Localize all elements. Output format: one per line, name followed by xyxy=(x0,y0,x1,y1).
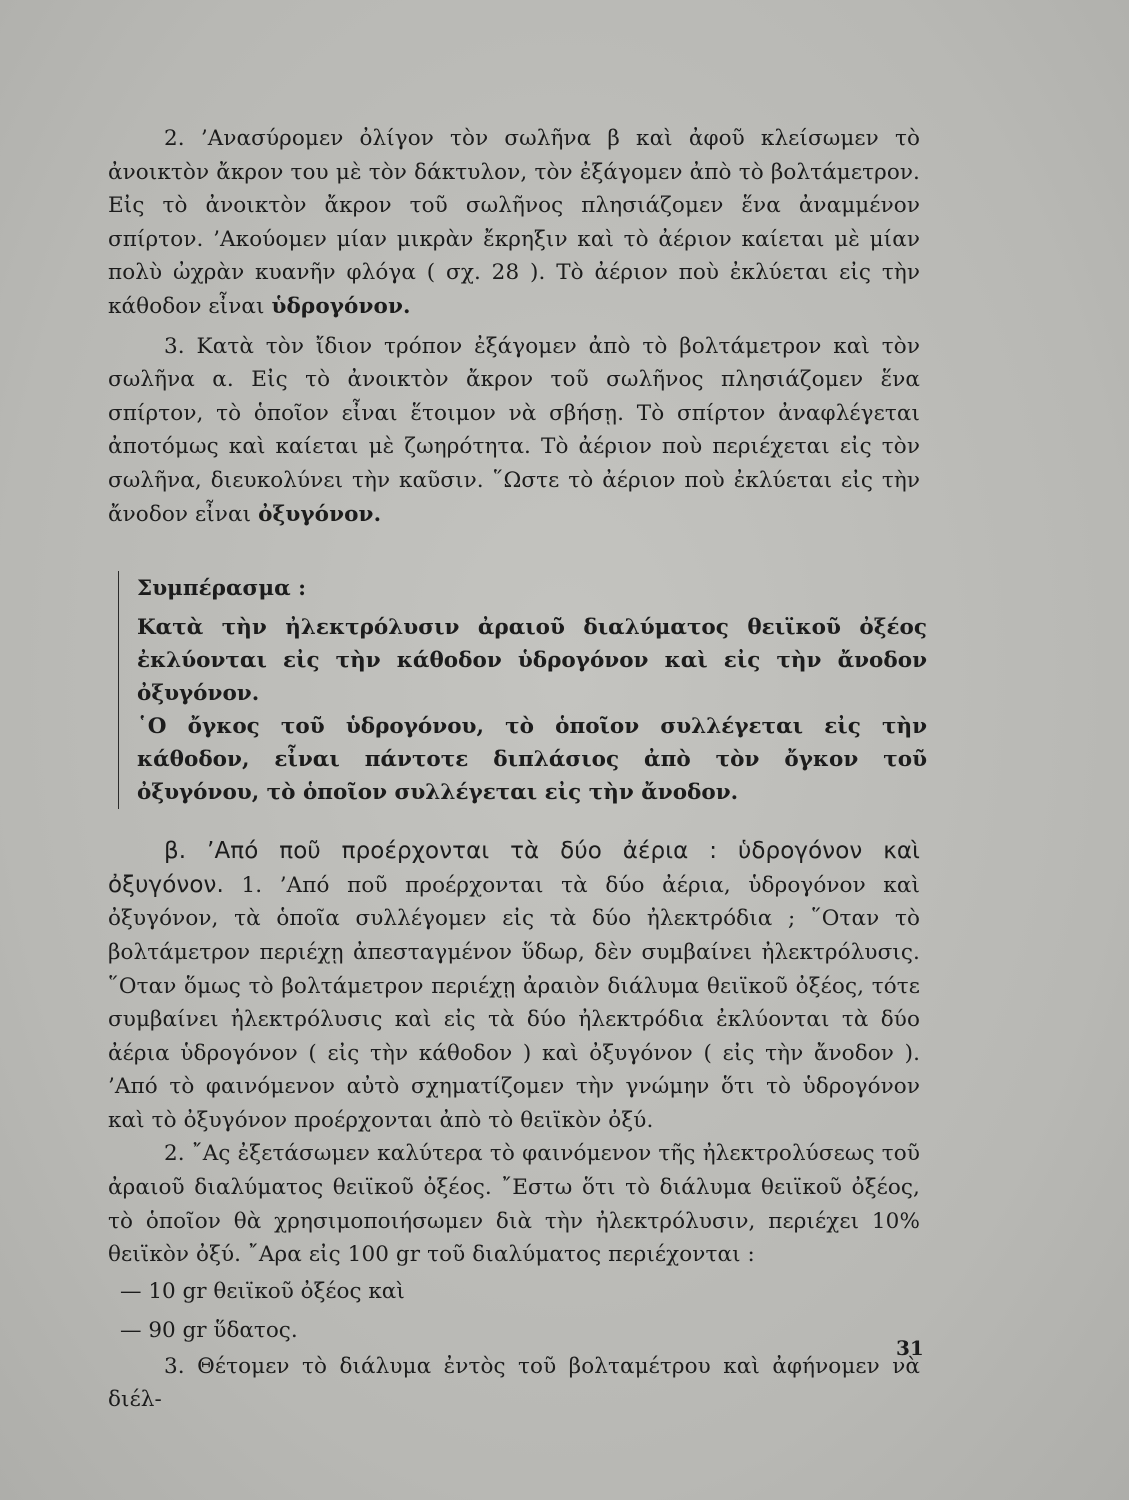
page-content xyxy=(108,122,927,1417)
section-b-p1-text: 1. ’Από ποῦ προέρχονται τὰ δύο ἀέρια, ὑδρογόνον καὶ ὀξυγόνον, τὰ ὁποῖα συλλέγομεν εἰς τὰ δύο ἠλεκτρόδια ; ῞Οταν τὸ βολτάμετρον περιέχῃ ἀπεσταγμένον ὕδωρ, δὲν συμβαίνει ἠλεκτρόλυσις. ῞Οταν ὅμως τὸ βολτάμετρον περιέχῃ ἀραιὸν διάλυμα θειϊκοῦ ὀξέος, τότε συμβαίνει ἠλεκτρόλυσις καὶ εἰς τὰ δύο ἠλεκτρόδια ἐκλύονται τὰ δύο ἀέρια ὑδρογόνον ( εἰς τὴν κάθοδον ) καὶ ὀξυγόνον ( εἰς τὴν ἄνοδον ). ’Από τὸ φαινόμενον αὐτὸ σχηματίζομεν τὴν γνώμην ὅτι τὸ ὑδρογόνον καὶ τὸ ὀξυγόνον προέρχονται ἀπὸ τὸ θειϊκὸν ὀξύ. xyxy=(108,872,920,1133)
list-item: — 10 gr θειϊκοῦ ὀξέος καὶ xyxy=(120,1278,405,1304)
conclusion-line-2: ῾Ο ὄγκος τοῦ ὑδρογόνου, τὸ ὁποῖον συλλέγεται εἰς τὴν κάθοδον, εἶναι πάντοτε διπλάσιος ἀπὸ τὸν ὄγκον τοῦ ὀξυγόνου, τὸ ὁποῖον συλλέγεται εἰς τὴν ἄνοδον. xyxy=(137,714,927,806)
section-b-paragraph-2: 2. ῎Ας ἐξετάσωμεν καλύτερα τὸ φαινόμενον τῆς ἠλεκτρολύσεως τοῦ ἀραιοῦ διαλύματος θειϊκοῦ ὀξέος. ῎Εστω ὅτι τὸ διάλυμα θειϊκοῦ ὀξέος, τὸ ὁποῖον θὰ χρησιμοποιήσωμεν διὰ τὴν ἠλεκτρόλυσιν, περιέχει 10% θειϊκὸν ὀξύ. ῎Αρα εἰς 100 gr τοῦ διαλύματος περιέχονται : xyxy=(108,1141,920,1268)
section-b-paragraph-1 xyxy=(108,835,920,1137)
paragraph-3 xyxy=(108,330,920,532)
conclusion-box xyxy=(118,571,927,809)
section-b-heading: β. ’Από ποῦ προέρχονται τὰ δύο ἀέρια : ὑδρογόνον καὶ ὀξυγόνον. xyxy=(108,838,920,898)
paragraph-2-text: 2. ’Ανασύρομεν ὀλίγον τὸν σωλῆνα β καὶ ἀφοῦ κλείσωμεν τὸ ἀνοικτὸν ἄκρον του μὲ τὸν δάκτυλον, τὸν ἐξάγομεν ἀπὸ τὸ βολτάμετρον. Εἰς τὸ ἀνοικτὸν ἄκρον τοῦ σωλῆνος πλησιάζομεν ἕνα ἀναμμένον σπίρτον. ’Ακούομεν μίαν μικρὰν ἔκρηξιν καὶ τὸ ἀέριον καίεται μὲ μίαν πολὺ ὠχρὰν κυανῆν φλόγα ( σχ. 28 ). Τὸ ἀέριον ποὺ ἐκλύεται εἰς τὴν κάθοδον εἶναι xyxy=(108,126,920,319)
conclusion-line-1: Κατὰ τὴν ἠλεκτρόλυσιν ἀραιοῦ διαλύματος θειϊκοῦ ὀξέος ἐκλύονται εἰς τὴν κάθοδον ὑδρογόνον καὶ εἰς τὴν ἄνοδον ὀξυγόνον. xyxy=(137,615,927,707)
section-b xyxy=(108,835,920,1417)
paragraph-2 xyxy=(108,122,920,324)
list-item: — 90 gr ὕδατος. xyxy=(120,1317,298,1343)
section-b-paragraph-3: 3. Θέτομεν τὸ διάλυμα ἐντὸς τοῦ βολταμέτρου καὶ ἀφήνομεν νὰ διέλ- xyxy=(108,1353,920,1413)
paragraph-2-bold: ὑδρογόνον. xyxy=(271,293,411,319)
paragraph-3-text: 3. Κατὰ τὸν ἴδιον τρόπον ἐξάγομεν ἀπὸ τὸ βολτάμετρον καὶ τὸν σωλῆνα α. Εἰς τὸ ἀνοικτὸν ἄκρον τοῦ σωλῆνος πλησιάζομεν ἕνα σπίρτον, τὸ ὁποῖον εἶναι ἕτοιμον νὰ σβήσῃ. Τὸ σπίρτον ἀναφλέγεται ἀποτόμως καὶ καίεται μὲ ζωηρότητα. Τὸ ἀέριον ποὺ περιέχεται εἰς τὸν σωλῆνα, διευκολύνει τὴν καῦσιν. ῞Ωστε τὸ ἀέριον ποὺ ἐκλύεται εἰς τὴν ἄνοδον εἶναι xyxy=(108,333,920,527)
paragraph-3-bold: ὀξυγόνον. xyxy=(258,501,382,527)
page-number: 31 xyxy=(896,1336,924,1360)
conclusion-heading: Συμπέρασμα : xyxy=(137,576,307,602)
